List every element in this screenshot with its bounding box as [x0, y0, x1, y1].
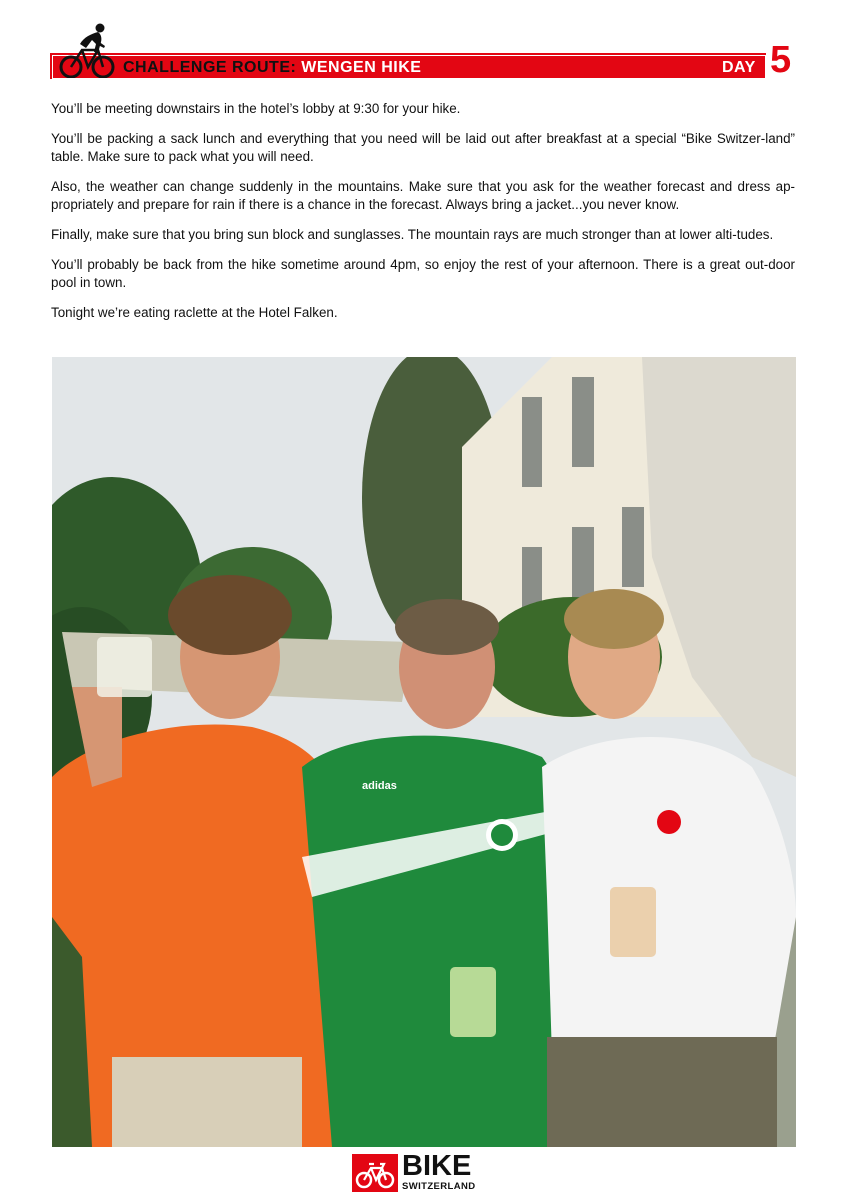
route-title [123, 59, 421, 77]
paragraph: Also, the weather can change suddenly in the mountains. Make sure that you ask for the weather forecast and dress ap-propriately and prepare for rain if there is a chance in the forecast. Always bring a jacket...you never know. [51, 179, 795, 212]
paragraph: You’ll be packing a sack lunch and everything that you need will be laid out after breakfast at a special “Bike Switzer-land” table. Make sure to pack what you will need. [51, 131, 795, 164]
day-number: 5 [770, 39, 792, 81]
logo-word: BIKE [402, 1150, 472, 1182]
shirt-brand: adidas [362, 780, 397, 792]
photo-illustration [52, 357, 796, 1147]
route-name: WENGEN HIKE [301, 59, 422, 76]
paragraph: Finally, make sure that you bring sun block and sunglasses. The mountain rays are much stronger than at lower alti-tudes. [51, 227, 774, 242]
body-text [51, 100, 795, 334]
paragraph: Tonight we’re eating raclette at the Hotel Falken. [51, 305, 338, 320]
group-photo [52, 357, 796, 1147]
bike-logo-icon [352, 1154, 398, 1192]
cyclist-icon [58, 22, 116, 78]
logo-sub: SWITZERLAND [402, 1181, 476, 1192]
page-header [50, 20, 796, 82]
bike-switzerland-logo [352, 1150, 492, 1194]
paragraph: You’ll probably be back from the hike sometime around 4pm, so enjoy the rest of your afternoon. There is a great out-door pool in town. [51, 257, 795, 290]
route-prefix: CHALLENGE ROUTE: [123, 59, 297, 76]
paragraph: You’ll be meeting downstairs in the hotel’s lobby at 9:30 for your hike. [51, 101, 461, 116]
day-label: DAY [722, 59, 756, 76]
